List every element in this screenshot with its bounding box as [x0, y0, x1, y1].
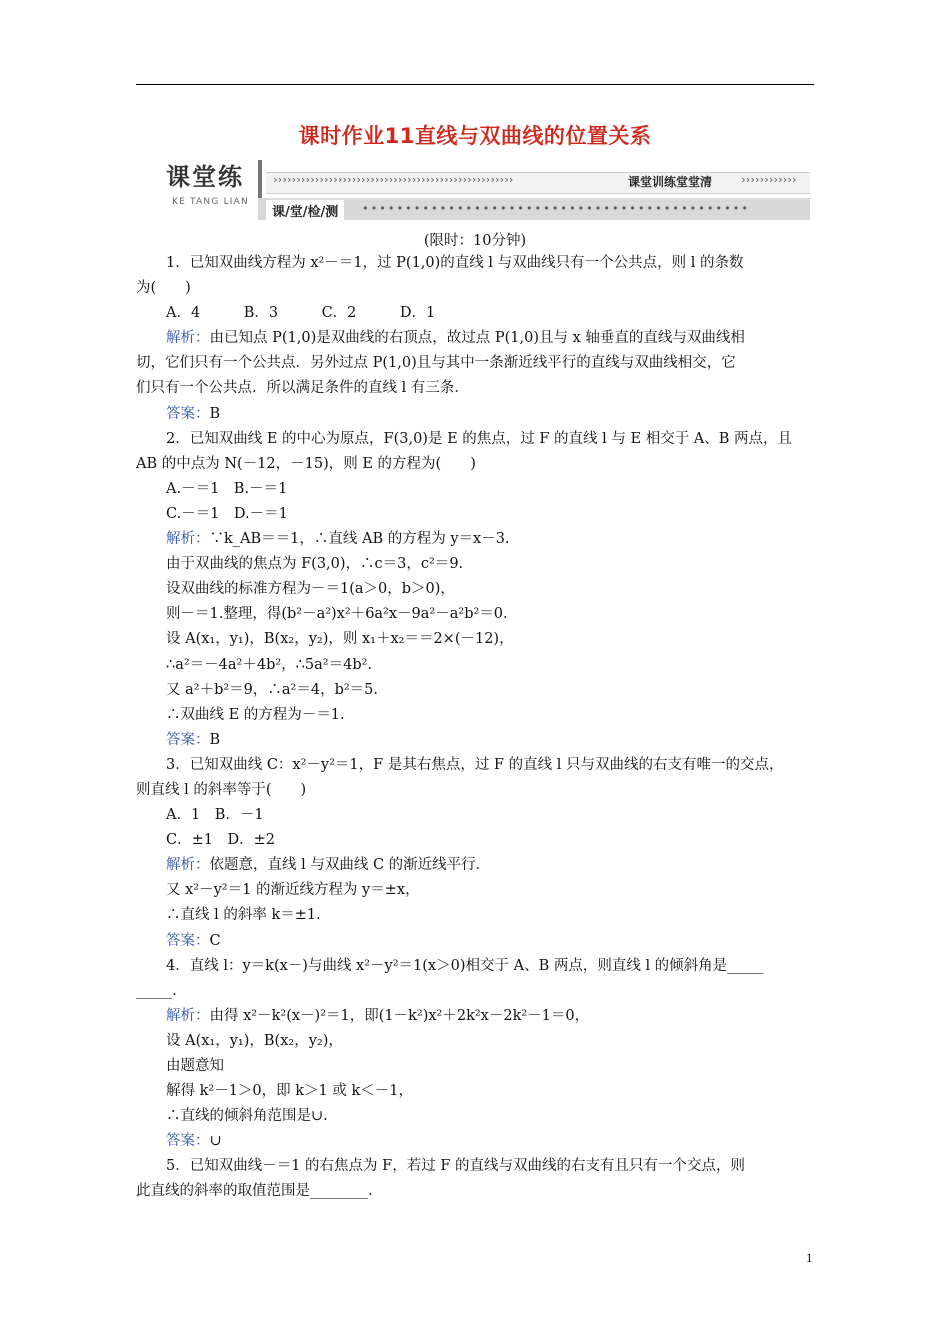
line-text: A．1 B．－1 [166, 807, 264, 824]
line-text: _____． [136, 982, 187, 999]
line-text: B [209, 405, 221, 422]
line-text: ∴a²＝－4a²＋4b²，∴5a²＝4b². [166, 656, 373, 673]
solution-label: 解析： [166, 330, 210, 347]
text-line [136, 1054, 816, 1079]
line-text: 由题意知 [166, 1058, 224, 1074]
solution-label: 解析： [166, 531, 210, 548]
line-text: 切，它们只有一个公共点．另外过点 P(1,0)且与其中一条渐近线平行的直线与双曲线相交，它 [136, 355, 736, 372]
text-line [136, 1104, 816, 1129]
page-number: 1 [806, 1250, 813, 1265]
line-text: 则直线 l 的斜率等于( ) [136, 781, 307, 798]
text-line [136, 276, 816, 301]
text-line [136, 653, 816, 678]
line-text: 设 A(x₁，y₁)，B(x₂，y₂)，则 x₁＋x₂＝＝2×(－12)， [166, 631, 514, 648]
line-text: A．4 B．3 C．2 D．1 [166, 305, 436, 322]
banner-chevrons-right: ›››››››››››› [740, 173, 796, 186]
line-text: ∪ [209, 1133, 222, 1150]
line-text: C [209, 932, 221, 949]
answer-line [136, 1129, 816, 1154]
answer-label: 答案： [166, 1133, 210, 1150]
line-text: 依题意，直线 l 与双曲线 C 的渐近线平行． [209, 857, 491, 874]
line-text: 5．已知双曲线－＝1 的右焦点为 F，若过 F 的直线与双曲线的右支有且只有一个交点，则 [166, 1158, 746, 1175]
text-line [136, 878, 816, 903]
line-text: ∵k_AB＝＝1，∴直线 AB 的方程为 y＝x－3. [209, 531, 510, 548]
text-line [136, 828, 816, 853]
line-text: 为( ) [136, 280, 191, 297]
line-text: 3．已知双曲线 C：x²－y²＝1，F 是其右焦点，过 F 的直线 l 只与双曲线的右支有唯一的交点， [166, 756, 784, 773]
line-text: 由已知点 P(1,0)是双曲线的右顶点，故过点 P(1,0)且与 x 轴垂直的直线与双曲线相 [209, 330, 745, 347]
text-line [136, 251, 816, 276]
text-line [136, 376, 816, 401]
line-text: 由得 x²－k²(x－)²＝1，即(1－k²)x²＋2k²x－2k²－1＝0， [209, 1007, 590, 1024]
line-text: ∴双曲线 E 的方程为－＝1. [166, 706, 345, 723]
line-text: 4．直线 l：y＝k(x－)与曲线 x²－y²＝1(x＞0)相交于 A、B 两点，则直线 l 的倾斜角是_____ [166, 957, 764, 974]
banner-dots: ••••••••••••••••••••••••••••••••••••••••••••• [362, 202, 751, 215]
line-text: 2．已知双曲线 E 的中心为原点，F(3,0)是 E 的焦点，过 F 的直线 l 与 E 相交于 A、B 两点，且 [166, 430, 793, 447]
answer-line [136, 326, 816, 351]
text-line [136, 1154, 816, 1179]
line-text: 由于双曲线的焦点为 F(3,0)，∴c＝3，c²＝9. [166, 556, 464, 573]
line-text: ∴直线的倾斜角范围是∪. [166, 1108, 328, 1125]
line-text: 们只有一个公共点．所以满足条件的直线 l 有三条． [136, 380, 469, 397]
line-text: 又 a²＋b²＝9，∴a²＝4，b²＝5. [166, 681, 378, 698]
text-line [136, 301, 816, 326]
answer-line [136, 527, 816, 552]
line-text: B [209, 731, 221, 748]
line-text: 此直线的斜率的取值范围是________． [136, 1183, 383, 1200]
text-line [136, 577, 816, 602]
header-rule [136, 84, 814, 85]
exercise-content [136, 251, 816, 1205]
line-text: 1．已知双曲线方程为 x²－＝1，过 P(1,0)的直线 l 与双曲线只有一个公共点，则 l 的条数 [166, 255, 744, 271]
text-line [136, 1029, 816, 1054]
line-text: AB 的中点为 N(－12，－15)，则 E 的方程为( ) [136, 455, 476, 472]
line-text: C.－＝1 D.－＝1 [166, 505, 288, 522]
text-line [136, 427, 816, 452]
line-text: ∴直线 l 的斜率 k＝±1. [166, 907, 321, 924]
text-line [136, 778, 816, 803]
line-text: 设双曲线的标准方程为－＝1(a＞0，b＞0)， [166, 581, 455, 598]
answer-label: 答案： [166, 731, 210, 748]
line-text: 设 A(x₁，y₁)，B(x₂，y₂)， [166, 1032, 343, 1049]
page-title: 课时作业11直线与双曲线的位置关系 [298, 124, 652, 148]
text-line [136, 954, 816, 979]
banner-tagline: 课堂训练堂堂清 [624, 173, 716, 190]
section-banner [166, 160, 810, 220]
solution-label: 解析： [166, 857, 210, 874]
text-line [136, 703, 816, 728]
answer-line [136, 402, 816, 427]
line-text: 解得 k²－1＞0，即 k＞1 或 k＜－1， [166, 1083, 414, 1100]
text-line [136, 979, 816, 1004]
answer-line [136, 853, 816, 878]
banner-chevrons-left: ›››››››››››››››››››››››››››››››››››››››››››››››››››› [272, 173, 513, 186]
line-text: 又 x²－y²＝1 的渐近线方程为 y＝±x， [166, 882, 420, 899]
text-line [136, 1079, 816, 1104]
answer-line [136, 1004, 816, 1029]
answer-label: 答案： [166, 405, 210, 422]
text-line [136, 552, 816, 577]
banner-logo: 课堂练 [166, 160, 258, 194]
text-line [136, 351, 816, 376]
text-line [136, 803, 816, 828]
text-line [136, 602, 816, 627]
solution-label: 解析： [166, 1007, 210, 1024]
text-line [136, 477, 816, 502]
line-text: A.－＝1 B.－＝1 [166, 480, 288, 497]
time-limit: (限时：10分钟) [423, 233, 527, 249]
banner-section-label: 课/堂/检/测 [266, 200, 344, 221]
text-line [136, 1179, 816, 1204]
banner-logo-pinyin: KE TANG LIAN [172, 197, 249, 207]
line-text: C．±1 D．±2 [166, 832, 275, 849]
text-line [136, 903, 816, 928]
line-text: 则－＝1.整理，得(b²－a²)x²＋6a²x－9a²－a²b²＝0. [166, 606, 508, 623]
text-line [136, 627, 816, 652]
text-line [136, 678, 816, 703]
text-line [136, 753, 816, 778]
answer-line [136, 929, 816, 954]
answer-line [136, 728, 816, 753]
text-line [136, 452, 816, 477]
answer-label: 答案： [166, 932, 210, 949]
text-line [136, 502, 816, 527]
